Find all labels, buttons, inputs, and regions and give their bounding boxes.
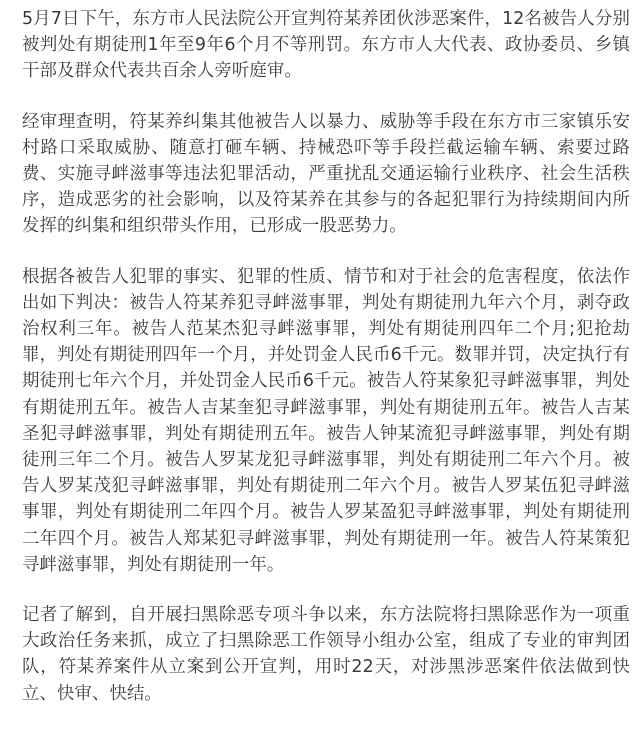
paragraph-findings: 经审理查明，符某养纠集其他被告人以暴力、威胁等手段在东方市三家镇乐安村路口采取威胁、随意打砸车辆、持械恐吓等手段拦截运输车辆、索要过路费、实施寻衅滋事等违法犯罪活动，严重扰乱交通运输行业秩序、社会生活秩序，造成恶劣的社会影响，以及符某养在其参与的各起犯罪行为持续期间内所发挥的纠集和组织带头作用，已形成一股恶势力。 xyxy=(22,111,630,237)
paragraph-reporter-notes: 记者了解到，自开展扫黑除恶专项斗争以来，东方法院将扫黑除恶作为一项重大政治任务来抓，成立了扫黑除恶工作领导小组办公室，组成了专业的审判团队，符某养案件从立案到公开宣判，用时22天，对涉黑涉恶案件依法做到快立、快审、快结。 xyxy=(22,605,630,704)
paragraph-verdict-intro: 5月7日下午，东方市人民法院公开宣判符某养团伙涉恶案件，12名被告人分别被判处有期徒刑1年至9年6个月不等刑罚。东方市人大代表、政协委员、乡镇干部及群众代表共百余人旁听庭审。 xyxy=(22,9,630,82)
paragraph-sentences: 根据各被告人犯罪的事实、犯罪的性质、情节和对于社会的危害程度，依法作出如下判决：被告人符某养犯寻衅滋事罪，判处有期徒刑九年六个月，剥夺政治权利三年。被告人范某杰犯寻衅滋事罪，判处有期徒刑四年二个月;犯抢劫罪，判处有期徒刑四年一个月，并处罚金人民币6千元。数罪并罚，决定执行有期徒刑七年六个月，并处罚金人民币6千元。被告人符某象犯寻衅滋事罪，判处有期徒刑五年。被告人吉某奎犯寻衅滋事罪，判处有期徒刑五年。被告人吉某圣犯寻衅滋事罪，判处有期徒刑五年。被告人钟某流犯寻衅滋事罪，判处有期徒刑三年二个月。被告人罗某龙犯寻衅滋事罪，判处有期徒刑二年六个月。被告人罗某茂犯寻衅滋事罪，判处有期徒刑二年六个月。被告人罗某伍犯寻衅滋事罪，判处有期徒刑二年四个月。被告人罗某盈犯寻衅滋事罪，判处有期徒刑二年四个月。被告人郑某犯寻衅滋事罪，判处有期徒刑一年。被告人符某策犯寻衅滋事罪，判处有期徒刑一年。 xyxy=(22,266,630,575)
